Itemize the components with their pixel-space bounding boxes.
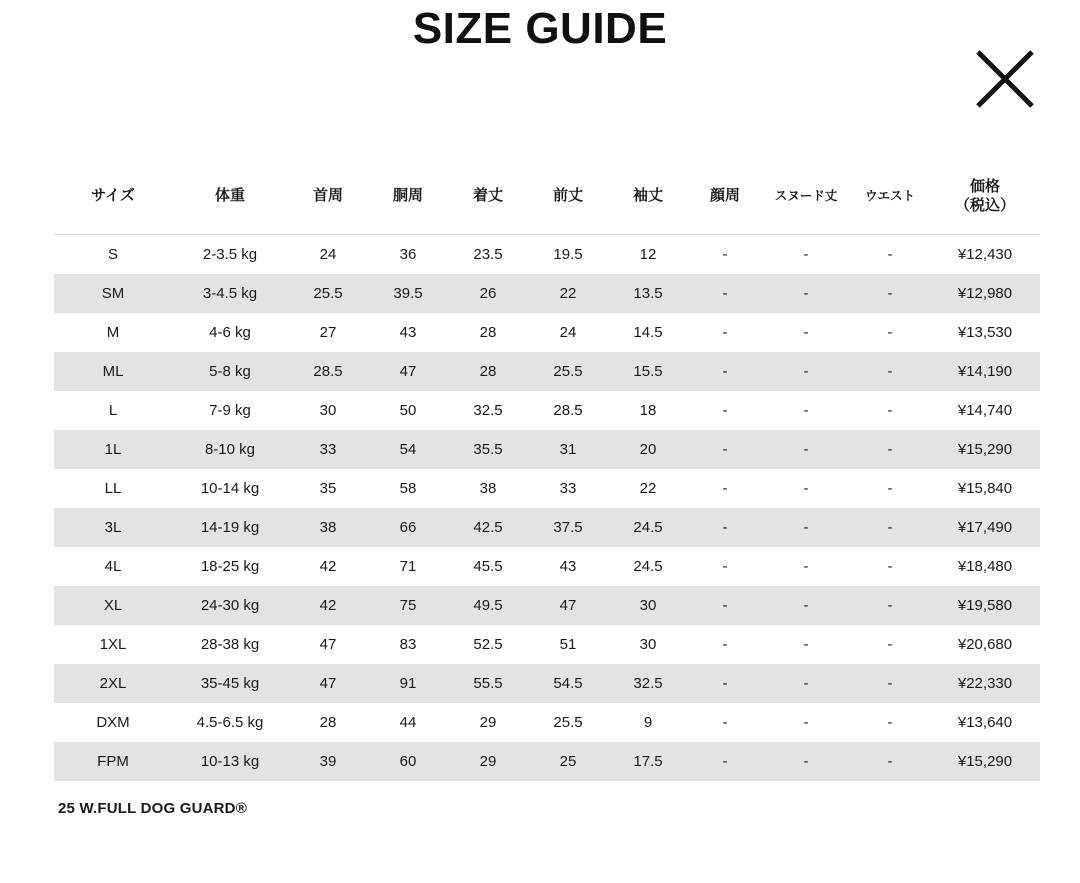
cell-price: ¥13,530 (957, 323, 1013, 341)
cell-chest: 36 (399, 245, 417, 263)
cell-size: SM (101, 284, 125, 302)
cell-neck: 28 (319, 713, 337, 731)
cell-size: XL (103, 596, 123, 614)
cell-weight: 4.5-6.5 kg (196, 713, 264, 731)
cell-sleeve-length: 24.5 (633, 518, 663, 536)
cell-size: DXM (96, 713, 130, 731)
table-header (54, 168, 1040, 234)
cell-weight: 8-10 kg (204, 440, 256, 458)
cell-sleeve-length: 12 (639, 245, 657, 263)
cell-sleeve-length: 9 (643, 713, 653, 731)
table-row (54, 547, 1040, 586)
table-row (54, 234, 1040, 274)
cell-face: - (722, 635, 728, 653)
column-header-size: サイズ (54, 168, 172, 234)
cell-face: - (722, 752, 728, 770)
cell-waist: - (887, 596, 893, 614)
cell-neck: 42 (319, 596, 337, 614)
cell-body-length: 38 (479, 479, 497, 497)
cell-price: ¥22,330 (957, 674, 1013, 692)
table-row (54, 742, 1040, 781)
cell-sleeve-length: 30 (639, 596, 657, 614)
cell-chest: 43 (399, 323, 417, 341)
cell-weight: 14-19 kg (200, 518, 260, 536)
cell-body-length: 29 (479, 752, 497, 770)
cell-waist: - (887, 440, 893, 458)
cell-waist: - (887, 557, 893, 575)
cell-size: FPM (97, 752, 129, 770)
column-header-sleeve-length: 袖丈 (608, 168, 688, 234)
cell-face: - (722, 440, 728, 458)
cell-front-length: 25.5 (553, 713, 583, 731)
cell-neck: 33 (319, 440, 337, 458)
cell-neck: 47 (319, 674, 337, 692)
cell-price: ¥15,290 (957, 752, 1013, 770)
cell-neck: 28.5 (313, 362, 343, 380)
cell-face: - (722, 518, 728, 536)
cell-neck: 35 (319, 479, 337, 497)
column-header-body-length: 着丈 (448, 168, 528, 234)
cell-neck: 39 (319, 752, 337, 770)
cell-waist: - (887, 479, 893, 497)
cell-snood-length: - (803, 479, 809, 497)
column-header-neck: 首周 (288, 168, 368, 234)
cell-body-length: 55.5 (473, 674, 503, 692)
cell-size: 4L (104, 557, 122, 575)
cell-body-length: 29 (479, 713, 497, 731)
table-body (54, 234, 1040, 781)
cell-body-length: 28 (479, 362, 497, 380)
column-header-price-line2: （税込） (954, 196, 1015, 214)
cell-snood-length: - (803, 440, 809, 458)
cell-body-length: 45.5 (473, 557, 503, 575)
cell-body-length: 42.5 (473, 518, 503, 536)
cell-body-length: 28 (479, 323, 497, 341)
cell-front-length: 47 (559, 596, 577, 614)
cell-weight: 5-8 kg (209, 362, 251, 380)
cell-chest: 58 (399, 479, 417, 497)
cell-price: ¥18,480 (957, 557, 1013, 575)
cell-size: 3L (104, 518, 122, 536)
cell-neck: 25.5 (313, 284, 343, 302)
cell-price: ¥12,980 (957, 284, 1013, 302)
cell-face: - (722, 713, 728, 731)
cell-snood-length: - (803, 323, 809, 341)
cell-snood-length: - (803, 518, 809, 536)
cell-sleeve-length: 15.5 (633, 362, 663, 380)
cell-snood-length: - (803, 362, 809, 380)
cell-size: ML (102, 362, 124, 380)
cell-size: S (107, 245, 118, 263)
cell-body-length: 32.5 (473, 401, 503, 419)
cell-body-length: 23.5 (473, 245, 503, 263)
cell-price: ¥14,190 (957, 362, 1013, 380)
cell-chest: 66 (399, 518, 417, 536)
cell-body-length: 26 (479, 284, 497, 302)
column-header-price (930, 168, 1040, 234)
cell-snood-length: - (803, 245, 809, 263)
cell-front-length: 31 (559, 440, 577, 458)
cell-chest: 54 (399, 440, 417, 458)
cell-weight: 10-14 kg (200, 479, 260, 497)
table-row (54, 274, 1040, 313)
cell-waist: - (887, 713, 893, 731)
cell-weight: 18-25 kg (200, 557, 260, 575)
cell-weight: 35-45 kg (200, 674, 260, 692)
cell-snood-length: - (803, 401, 809, 419)
cell-chest: 60 (399, 752, 417, 770)
column-header-face: 顔周 (688, 168, 762, 234)
cell-neck: 27 (319, 323, 337, 341)
column-header-price-line1: 価格 (969, 178, 1000, 195)
cell-body-length: 52.5 (473, 635, 503, 653)
cell-weight: 2-3.5 kg (202, 245, 258, 263)
cell-weight: 3-4.5 kg (202, 284, 258, 302)
cell-neck: 38 (319, 518, 337, 536)
cell-front-length: 28.5 (553, 401, 583, 419)
cell-face: - (722, 245, 728, 263)
cell-sleeve-length: 18 (639, 401, 657, 419)
cell-waist: - (887, 362, 893, 380)
cell-front-length: 54.5 (553, 674, 583, 692)
cell-front-length: 19.5 (553, 245, 583, 263)
cell-waist: - (887, 284, 893, 302)
cell-sleeve-length: 30 (639, 635, 657, 653)
cell-snood-length: - (803, 557, 809, 575)
table-row (54, 508, 1040, 547)
cell-size: L (108, 401, 118, 419)
cell-chest: 71 (399, 557, 417, 575)
cell-price: ¥14,740 (957, 401, 1013, 419)
table-row (54, 469, 1040, 508)
cell-sleeve-length: 20 (639, 440, 657, 458)
cell-face: - (722, 674, 728, 692)
cell-chest: 83 (399, 635, 417, 653)
cell-chest: 75 (399, 596, 417, 614)
cell-waist: - (887, 674, 893, 692)
cell-waist: - (887, 518, 893, 536)
cell-snood-length: - (803, 596, 809, 614)
cell-price: ¥15,840 (957, 479, 1013, 497)
cell-waist: - (887, 323, 893, 341)
cell-size: 1L (104, 440, 122, 458)
cell-chest: 91 (399, 674, 417, 692)
cell-sleeve-length: 17.5 (633, 752, 663, 770)
column-header-snood-length: スヌード丈 (762, 168, 850, 234)
cell-face: - (722, 596, 728, 614)
cell-sleeve-length: 24.5 (633, 557, 663, 575)
cell-neck: 30 (319, 401, 337, 419)
cell-price: ¥12,430 (957, 245, 1013, 263)
size-table-container (54, 168, 1020, 781)
table-row (54, 625, 1040, 664)
cell-face: - (722, 401, 728, 419)
cell-neck: 24 (319, 245, 337, 263)
cell-size: LL (104, 479, 122, 497)
cell-body-length: 35.5 (473, 440, 503, 458)
table-row (54, 664, 1040, 703)
cell-waist: - (887, 401, 893, 419)
cell-face: - (722, 479, 728, 497)
table-row (54, 391, 1040, 430)
cell-face: - (722, 557, 728, 575)
cell-front-length: 25.5 (553, 362, 583, 380)
cell-front-length: 51 (559, 635, 577, 653)
cell-front-length: 43 (559, 557, 577, 575)
cell-snood-length: - (803, 752, 809, 770)
page-title: SIZE GUIDE (412, 4, 668, 53)
table-row (54, 586, 1040, 625)
cell-chest: 50 (399, 401, 417, 419)
cell-sleeve-length: 14.5 (633, 323, 663, 341)
table-row (54, 313, 1040, 352)
cell-snood-length: - (803, 713, 809, 731)
cell-price: ¥17,490 (957, 518, 1013, 536)
table-row (54, 703, 1040, 742)
cell-weight: 24-30 kg (200, 596, 260, 614)
cell-price: ¥20,680 (957, 635, 1013, 653)
cell-size: 2XL (99, 674, 127, 692)
cell-face: - (722, 323, 728, 341)
cell-snood-length: - (803, 674, 809, 692)
table-row (54, 352, 1040, 391)
cell-weight: 4-6 kg (209, 323, 251, 341)
column-header-front-length: 前丈 (528, 168, 608, 234)
cell-sleeve-length: 22 (639, 479, 657, 497)
cell-chest: 44 (399, 713, 417, 731)
table-header-row (54, 168, 1040, 234)
cell-sleeve-length: 13.5 (633, 284, 663, 302)
cell-price: ¥19,580 (957, 596, 1013, 614)
cell-neck: 47 (319, 635, 337, 653)
cell-weight: 7-9 kg (209, 401, 251, 419)
cell-front-length: 24 (559, 323, 577, 341)
column-header-waist: ウエスト (850, 168, 930, 234)
cell-front-length: 37.5 (553, 518, 583, 536)
cell-weight: 10-13 kg (200, 752, 260, 770)
cell-chest: 47 (399, 362, 417, 380)
cell-price: ¥13,640 (957, 713, 1013, 731)
cell-snood-length: - (803, 284, 809, 302)
footer-note: 25 W.FULL DOG GUARD® (58, 800, 247, 817)
cell-waist: - (887, 752, 893, 770)
cell-front-length: 25 (559, 752, 577, 770)
close-icon[interactable] (974, 48, 1036, 110)
cell-size: M (106, 323, 120, 341)
column-header-chest: 胴周 (368, 168, 448, 234)
table-row (54, 430, 1040, 469)
cell-neck: 42 (319, 557, 337, 575)
cell-price: ¥15,290 (957, 440, 1013, 458)
column-header-weight: 体重 (172, 168, 288, 234)
cell-waist: - (887, 635, 893, 653)
cell-size: 1XL (99, 635, 127, 653)
cell-face: - (722, 284, 728, 302)
cell-snood-length: - (803, 635, 809, 653)
cell-front-length: 22 (559, 284, 577, 302)
cell-body-length: 49.5 (473, 596, 503, 614)
cell-weight: 28-38 kg (200, 635, 260, 653)
cell-face: - (722, 362, 728, 380)
cell-chest: 39.5 (393, 284, 423, 302)
cell-sleeve-length: 32.5 (633, 674, 663, 692)
cell-waist: - (887, 245, 893, 263)
size-table (54, 168, 1040, 781)
cell-front-length: 33 (559, 479, 577, 497)
